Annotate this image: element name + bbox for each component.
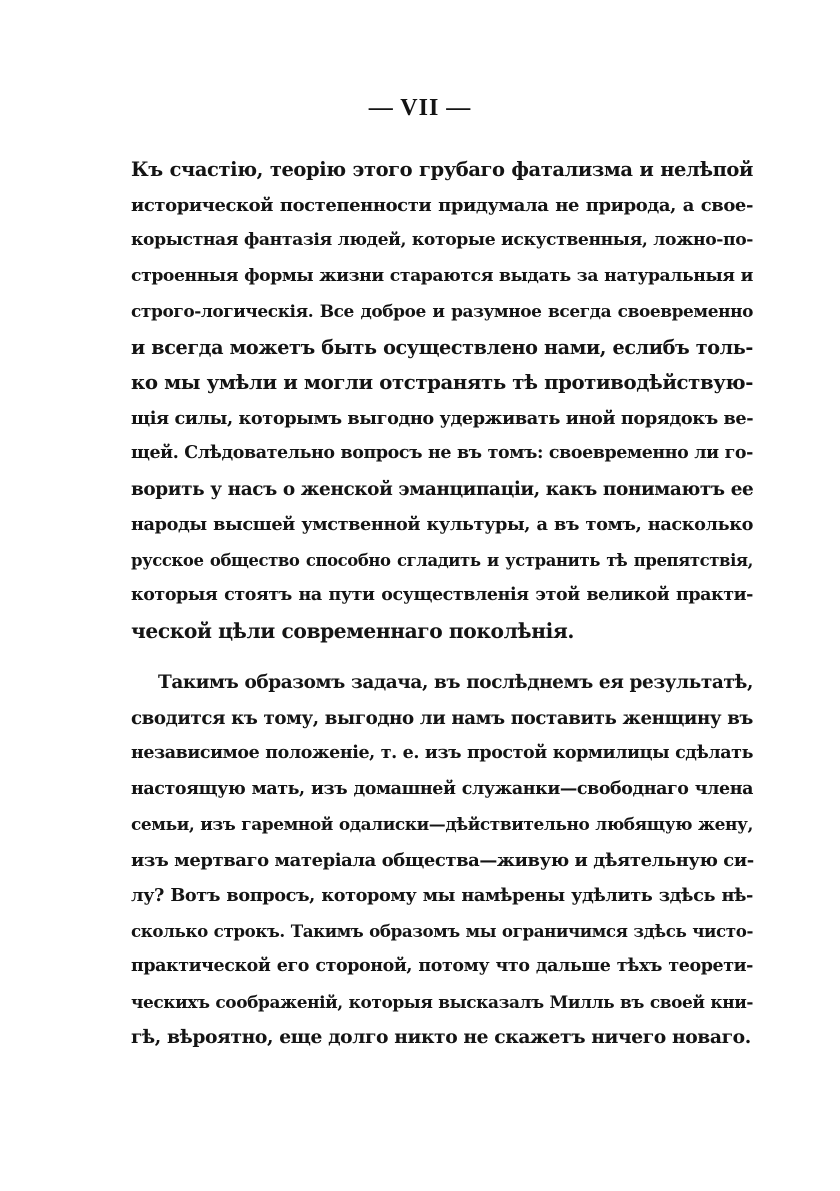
text-line: лу? Вотъ вопросъ, которому мы намѣрены удѣлить здѣсь нѣ- xyxy=(131,885,753,906)
text-line: ческихъ соображеній, которыя высказалъ Милль въ своей кни- xyxy=(131,991,753,1012)
paragraph-2 xyxy=(131,665,753,1056)
paragraph-1 xyxy=(131,152,753,649)
text-line: ческой цѣли современнаго поколѣнія. xyxy=(131,618,575,643)
text-line: настоящую мать, изъ домашней служанки—свободнаго члена xyxy=(131,778,753,799)
text-line: Къ счастію, теорію этого грубаго фатализма и нелѣпой xyxy=(131,158,753,181)
text-line: строго-логическія. Все доброе и разумное всегда своевременно xyxy=(131,301,753,321)
text-line: народы высшей умственной культуры, а въ томъ, насколько xyxy=(131,514,753,535)
text-line: которыя стоятъ на пути осуществленія этой великой практи- xyxy=(131,585,753,605)
text-line: ко мы умѣли и могли отстранять тѣ противодѣйствую- xyxy=(131,371,753,394)
text-line: сколько строкъ. Такимъ образомъ мы ограничимся здѣсь чисто- xyxy=(131,920,753,941)
text-line: и всегда можетъ быть осуществлено нами, еслибъ толь- xyxy=(131,335,753,359)
text-line: гѣ, вѣроятно, еще долго никто не скажетъ ничего новаго. xyxy=(131,1026,751,1048)
page-number-header: — VII — xyxy=(368,95,472,121)
text-line: практической его стороной, потому что дальше тѣхъ теорети- xyxy=(131,956,753,976)
text-line: независимое положеніе, т. е. изъ простой кормилицы сдѣлать xyxy=(131,743,753,763)
text-line: русское общество способно сгладить и устранить тѣ препятствія, xyxy=(131,550,753,570)
text-line: ворить у насъ о женской эманципаціи, какъ понимаютъ ее xyxy=(131,478,754,500)
text-line: строенныя формы жизни стараются выдать за натуральныя и xyxy=(131,265,753,286)
text-line: щія силы, которымъ выгодно удерживать иной порядокъ ве- xyxy=(131,407,754,429)
text-line: корыстная фантазія людей, которые искуственныя, ложно-по- xyxy=(131,230,753,250)
text-line: Такимъ образомъ задача, въ послѣднемъ ея результатѣ, xyxy=(158,672,753,693)
text-line: семьи, изъ гаремной одалиски—дѣйствительно любящую жену, xyxy=(131,814,753,834)
text-line: сводится къ тому, выгодно ли намъ поставить женщину въ xyxy=(131,707,753,729)
text-line: щей. Слѣдовательно вопросъ не въ томъ: своевременно ли го- xyxy=(131,443,753,463)
text-line: изъ мертваго матеріала общества—живую и дѣятельную си- xyxy=(131,849,754,871)
text-line: исторической постепенности придумала не природа, а свое- xyxy=(131,194,753,216)
